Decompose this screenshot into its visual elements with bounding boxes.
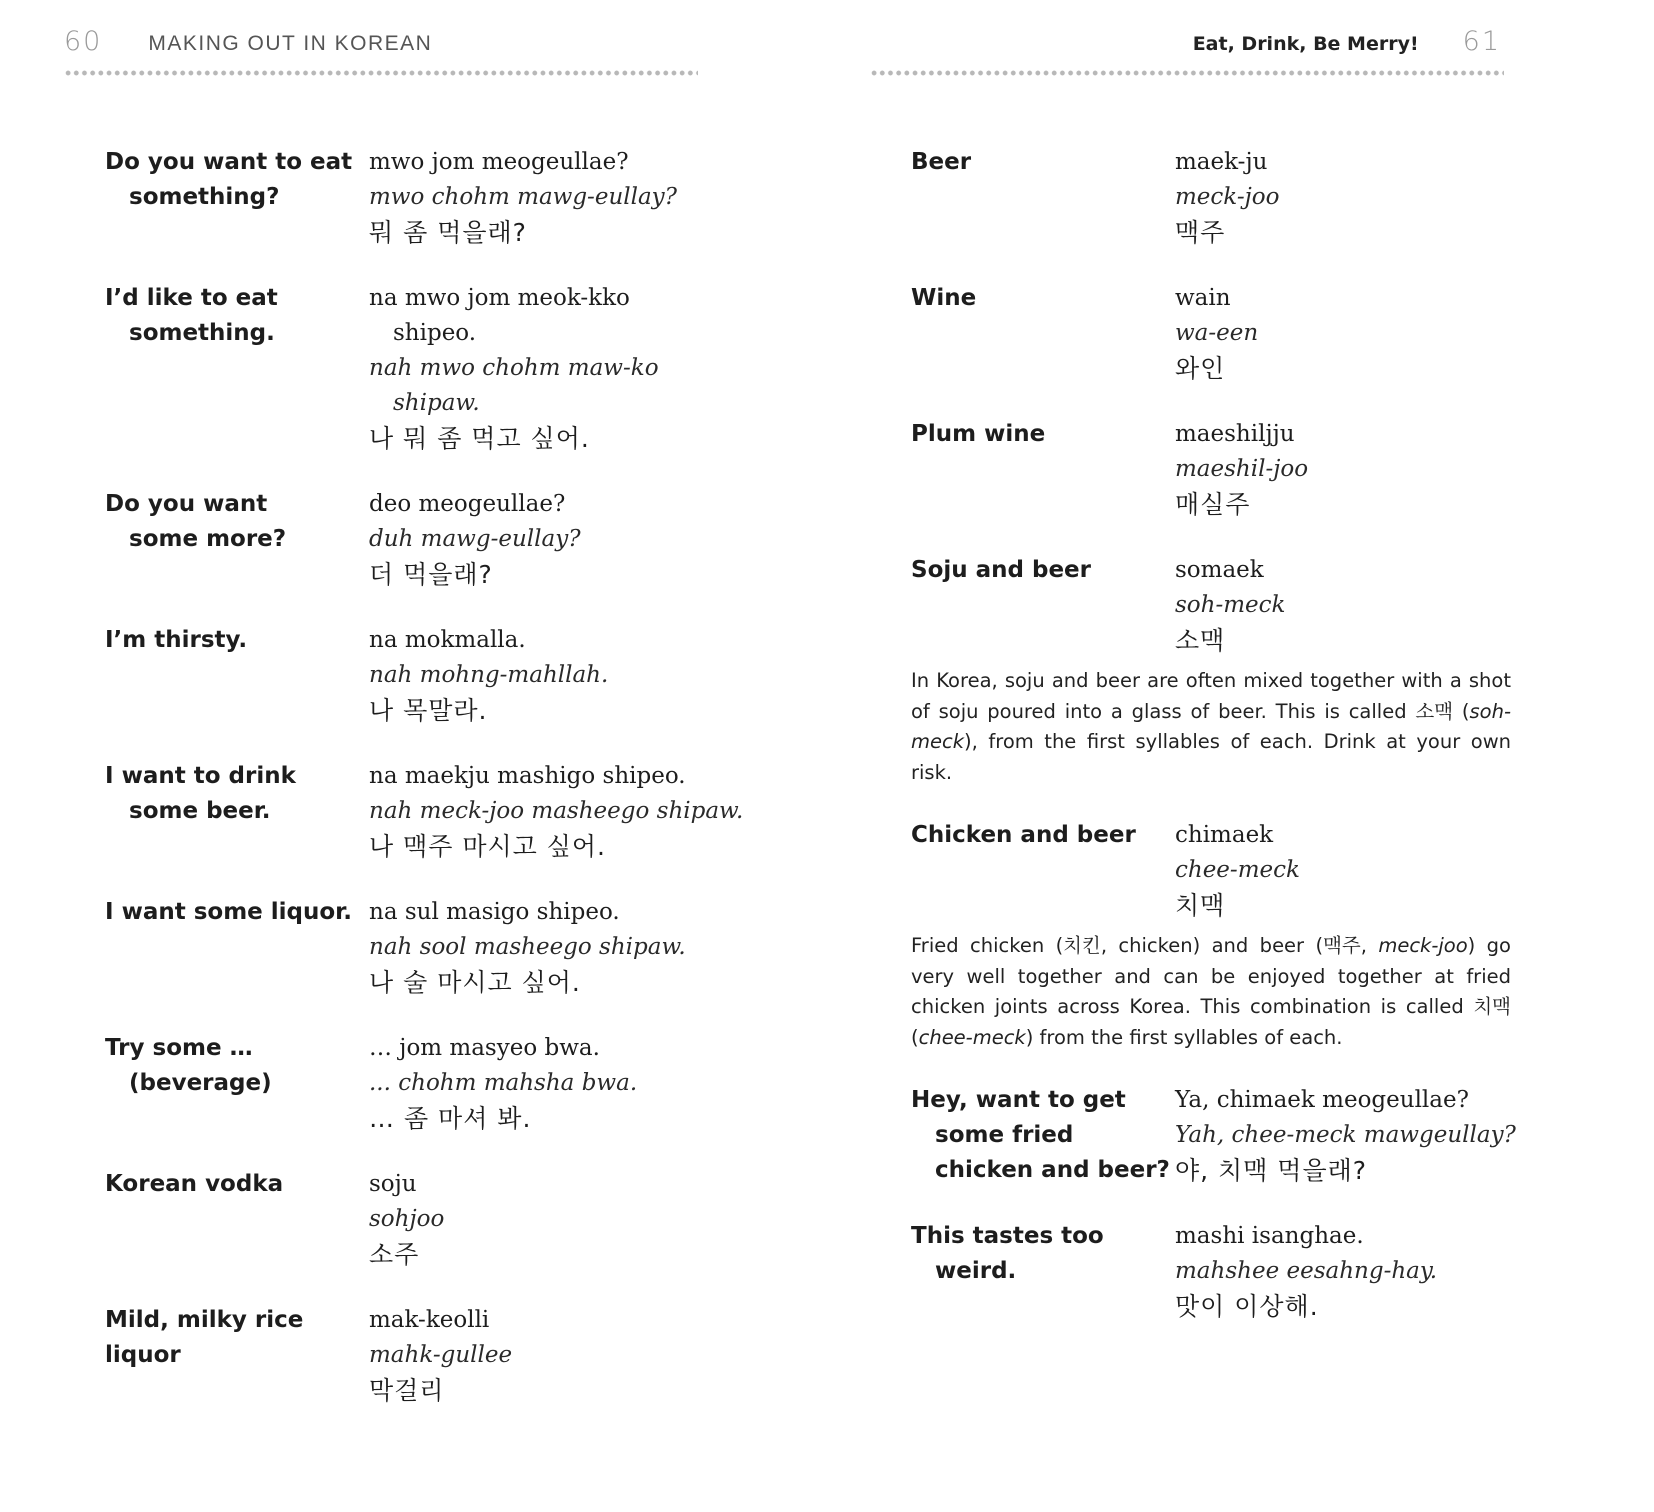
korean-translation: [1175, 1219, 1437, 1324]
romanization: na maekju mashigo shipeo.: [369, 763, 686, 789]
pronunciation: chee-meck: [1175, 857, 1300, 883]
hangul: 뭐 좀 먹을래?: [369, 218, 527, 247]
phrase-entry: [911, 818, 1516, 923]
hangul: 나 맥주 마시고 싶어.: [369, 832, 606, 861]
phrase-entry: [105, 1031, 743, 1136]
romanization: chimaek: [1175, 822, 1274, 848]
hangul: 나 목말라.: [369, 696, 488, 725]
english-phrase: Mild, milky rice liquor: [105, 1307, 304, 1368]
korean-translation: [1175, 1083, 1516, 1188]
pronunciation: sohjoo: [369, 1206, 445, 1232]
hangul: 막걸리: [369, 1376, 445, 1405]
korean-translation: [1175, 553, 1285, 658]
korean-translation: [369, 895, 686, 1000]
english-phrase: Korean vodka: [105, 1171, 284, 1197]
korean-translation: [1175, 145, 1279, 250]
pronunciation: wa-een: [1175, 320, 1259, 346]
phrase-entry: [911, 281, 1516, 386]
english-phrase: Try some … (beverage): [105, 1035, 272, 1096]
pronunciation: nah mohng-mahllah.: [369, 662, 609, 688]
english-phrase: Beer: [911, 149, 972, 175]
korean-translation: [1175, 818, 1300, 923]
romanization: maek-ju: [1175, 149, 1268, 175]
english-phrase: Hey, want to get some fried chicken and beer?: [911, 1087, 1170, 1183]
hangul: 매실주: [1175, 490, 1251, 519]
pronunciation: nah mwo chohm maw-ko: [369, 355, 659, 381]
pronunciation: Yah, chee-meck mawgeullay?: [1175, 1122, 1516, 1148]
page-number: 61: [1462, 26, 1501, 57]
phrase-list: [105, 145, 743, 1439]
hangul: 치맥: [1175, 891, 1226, 920]
english-phrase: I’d like to eat something.: [105, 285, 278, 346]
korean-translation: [1175, 281, 1258, 386]
phrase-entry: [911, 1083, 1516, 1188]
korean-translation: [369, 623, 608, 728]
english-phrase: I want to drink some beer.: [105, 763, 296, 824]
english-phrase: This tastes too weird.: [911, 1223, 1104, 1284]
hangul: 야, 치맥 먹을래?: [1175, 1156, 1368, 1185]
hangul: 나 뭐 좀 먹고 싶어.: [369, 424, 590, 453]
english-phrase: Soju and beer: [911, 557, 1092, 583]
korean-translation: [369, 281, 659, 456]
pronunciation: soh-meck: [1175, 592, 1286, 618]
usage-note-chimaek: Fried chicken (치킨, chicken) and beer (맥주, meck-joo) go very well together and can be enjoyed together at fried chicken joints across Korea. This combination is called 치맥 (chee-meck) from the first syllables of each.: [911, 934, 1511, 1049]
dotted-divider: [870, 70, 1504, 76]
romanization: wain: [1175, 285, 1231, 311]
hangul: 소주: [369, 1240, 420, 1269]
romanization: mak-keolli: [369, 1307, 490, 1333]
hangul: 더 먹을래?: [369, 560, 493, 589]
romanization: mashi isanghae.: [1175, 1223, 1364, 1249]
korean-translation: [369, 145, 677, 250]
korean-translation: [369, 1167, 444, 1272]
romanization: somaek: [1175, 557, 1264, 583]
phrase-list: [911, 145, 1516, 1355]
dotted-divider: [64, 70, 698, 76]
pronunciation: nah sool masheego shipaw.: [369, 934, 686, 960]
pronunciation: mwo chohm mawg-eullay?: [369, 184, 678, 210]
usage-note-somaek: In Korea, soju and beer are often mixed together with a shot of soju poured into a glass of beer. This is called 소맥 (soh-meck), from the first syllables of each. Drink at your own risk.: [911, 669, 1511, 784]
pronunciation: maeshil-joo: [1175, 456, 1309, 482]
korean-translation: [369, 487, 581, 592]
right-page-header: [871, 26, 1501, 66]
page-number: 60: [64, 26, 103, 57]
english-phrase: Chicken and beer: [911, 822, 1136, 848]
romanization: na mwo jom meok-kko: [369, 285, 630, 311]
running-head: MAKING OUT IN KOREAN: [148, 32, 433, 55]
hangul: 맛이 이상해.: [1175, 1292, 1319, 1321]
pronunciation: meck-joo: [1175, 184, 1280, 210]
phrase-entry: [105, 759, 743, 864]
romanization: … jom masyeo bwa.: [369, 1035, 600, 1061]
hangul: 소맥: [1175, 626, 1226, 655]
romanization: Ya, chimaek meogeullae?: [1175, 1087, 1469, 1113]
korean-translation: [369, 1303, 512, 1408]
left-page-header: [64, 26, 704, 66]
english-phrase: Wine: [911, 285, 977, 311]
hangul: 맥주: [1175, 218, 1226, 247]
pronunciation: ... chohm mahsha bwa.: [369, 1070, 638, 1096]
pronunciation: mahshee eesahng-hay.: [1175, 1258, 1438, 1284]
romanization: mwo jom meogeullae?: [369, 149, 629, 175]
hangul: 와인: [1175, 354, 1226, 383]
romanization: na sul masigo shipeo.: [369, 899, 620, 925]
korean-translation: [369, 759, 743, 864]
romanization: na mokmalla.: [369, 627, 526, 653]
english-phrase: Plum wine: [911, 421, 1046, 447]
english-phrase: I want some liquor.: [105, 899, 352, 925]
pronunciation: duh mawg-eullay?: [369, 526, 581, 552]
phrase-entry: [911, 145, 1516, 250]
korean-translation: [1175, 417, 1308, 522]
phrase-entry: [105, 623, 743, 728]
english-phrase: Do you want some more?: [105, 491, 287, 552]
pronunciation: nah meck-joo masheego shipaw.: [369, 798, 744, 824]
running-head: Eat, Drink, Be Merry!: [1192, 33, 1419, 55]
phrase-entry: [105, 895, 743, 1000]
english-phrase: Do you want to eat something?: [105, 149, 353, 210]
romanization: maeshiljju: [1175, 421, 1295, 447]
romanization: soju: [369, 1171, 417, 1197]
phrase-entry: [105, 1167, 743, 1272]
korean-translation: [369, 1031, 637, 1136]
phrase-entry: [105, 145, 743, 250]
phrase-entry: [911, 1219, 1516, 1324]
right-page: [827, 0, 1654, 1512]
phrase-entry: [105, 487, 743, 592]
pronunciation: mahk-gullee: [369, 1342, 513, 1368]
phrase-entry: [105, 1303, 743, 1408]
phrase-entry: [911, 553, 1516, 658]
romanization-cont: shipeo.: [393, 320, 477, 346]
romanization: deo meogeullae?: [369, 491, 566, 517]
hangul: … 좀 마셔 봐.: [369, 1104, 532, 1133]
hangul: 나 술 마시고 싶어.: [369, 968, 581, 997]
phrase-entry: [911, 417, 1516, 522]
phrase-entry: [105, 281, 743, 456]
pronunciation-cont: shipaw.: [393, 390, 480, 416]
english-phrase: I’m thirsty.: [105, 627, 248, 653]
